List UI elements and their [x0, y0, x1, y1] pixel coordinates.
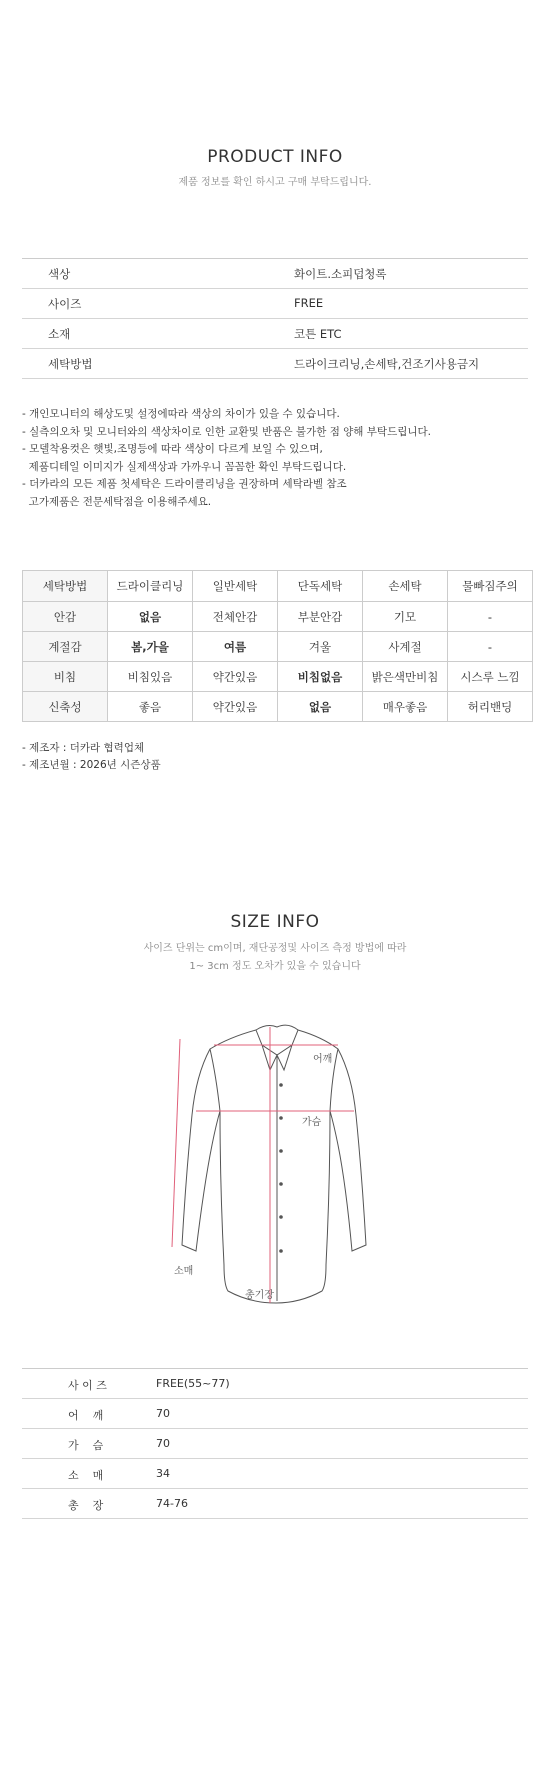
- maker-line: - 제조년월 : 2026년 시즌상품: [22, 759, 161, 771]
- care-grid-cell: 좋음: [108, 692, 193, 722]
- care-grid-cell: 겨울: [278, 632, 363, 662]
- care-grid-cell: 없음: [278, 692, 363, 722]
- notice-line: - 더카라의 모든 제품 첫세탁은 드라이클리닝을 권장하며 세탁라벨 참조: [22, 478, 347, 490]
- care-grid-cell: 봄,가을: [108, 632, 193, 662]
- care-grid-cell: 밝은색만비침: [363, 662, 448, 692]
- care-grid-row: [23, 602, 533, 632]
- product-info-row: [22, 289, 528, 319]
- notice-line: - 개인모니터의 해상도및 설정에따라 색상의 차이가 있을 수 있습니다.: [22, 408, 340, 420]
- care-grid-cell: 비침있음: [108, 662, 193, 692]
- row-value: 코튼 ETC: [294, 327, 342, 341]
- maker-line: - 제조자 : 더카라 협력업체: [22, 742, 145, 754]
- notice-line: - 모델착용컷은 햇빛,조명등에 따라 색상이 다르게 보일 수 있으며,: [22, 443, 323, 455]
- size-label: 소 매: [68, 1469, 104, 1482]
- care-grid-cell: 시스루 느낌: [448, 662, 533, 692]
- row-label: 소재: [48, 327, 71, 341]
- notice-line: - 실측의오차 및 모니터와의 색상차이로 인한 교환및 반품은 불가한 점 양해 부탁드립니다.: [22, 425, 431, 438]
- care-grid-row-header: 비침: [23, 662, 108, 692]
- care-grid-cell: 약간있음: [193, 692, 278, 722]
- care-grid-row-header: 계절감: [23, 632, 108, 662]
- notice-list: [22, 406, 431, 511]
- care-grid-cell: 단독세탁: [278, 571, 363, 602]
- care-grid-cell: 비침없음: [278, 662, 363, 692]
- size-info-subtitle-line: 사이즈 단위는 cm이며, 재단공정및 사이즈 측정 방법에 따라: [143, 943, 407, 954]
- size-value: 34: [156, 1467, 170, 1480]
- size-row: [22, 1459, 528, 1489]
- maker-info: [22, 740, 161, 774]
- care-grid-cell: 전체안감: [193, 602, 278, 632]
- product-info-row: [22, 259, 528, 289]
- size-info-subtitle: [0, 940, 550, 976]
- care-grid-cell: -: [448, 632, 533, 662]
- chest-label: 가슴: [302, 1117, 322, 1128]
- care-grid-cell: 부분안감: [278, 602, 363, 632]
- length-label: 총기장: [245, 1290, 274, 1301]
- size-info-subtitle-line: 1~ 3cm 정도 오차가 있을 수 있습니다: [189, 961, 361, 972]
- care-grid-row: [23, 692, 533, 722]
- row-label: 색상: [48, 267, 71, 281]
- product-info-subtitle: 제품 정보를 확인 하시고 구매 부탁드립니다.: [178, 177, 372, 188]
- care-grid-cell: 허리밴딩: [448, 692, 533, 722]
- shoulder-label: 어깨: [313, 1054, 333, 1065]
- care-grid-row-header: 안감: [23, 602, 108, 632]
- notice-line: 제품디테일 이미지가 실제색상과 가까우니 꼼꼼한 확인 부탁드립니다.: [22, 460, 347, 473]
- size-label: 가 슴: [68, 1439, 104, 1452]
- collar-icon: [256, 1025, 298, 1055]
- size-label: 총 장: [68, 1499, 104, 1512]
- notice-line: 고가제품은 전문세탁점을 이용해주세요.: [22, 495, 212, 508]
- shirt-measure-diagram: [170, 1015, 380, 1325]
- sleeve-measure-line: [172, 1039, 180, 1247]
- care-grid-row: [23, 662, 533, 692]
- care-grid-cell: 없음: [108, 602, 193, 632]
- row-value: 드라이크리닝,손세탁,건조기사용금지: [294, 357, 480, 371]
- care-grid-cell: 사계절: [363, 632, 448, 662]
- care-grid-cell: -: [448, 602, 533, 632]
- care-grid-cell: 매우좋음: [363, 692, 448, 722]
- row-value: FREE: [294, 296, 324, 310]
- care-grid-cell: 손세탁: [363, 571, 448, 602]
- product-info-title: PRODUCT INFO: [207, 147, 343, 167]
- care-grid-row-header: 신축성: [23, 692, 108, 722]
- care-grid-cell: 기모: [363, 602, 448, 632]
- size-row: [22, 1369, 528, 1399]
- care-grid-cell: 여름: [193, 632, 278, 662]
- size-table: [22, 1368, 528, 1519]
- care-grid-cell: 일반세탁: [193, 571, 278, 602]
- care-grid-cell: 물빠짐주의: [448, 571, 533, 602]
- size-label: 사 이 즈: [68, 1379, 107, 1392]
- size-value: 70: [156, 1437, 170, 1450]
- product-info-row: [22, 319, 528, 349]
- product-info-row: [22, 349, 528, 379]
- care-grid: [22, 570, 533, 722]
- size-row: [22, 1429, 528, 1459]
- care-grid-cell: 약간있음: [193, 662, 278, 692]
- care-grid-row: [23, 571, 533, 602]
- care-grid-row-header: 세탁방법: [23, 571, 108, 602]
- size-row: [22, 1399, 528, 1429]
- size-info-title: SIZE INFO: [230, 912, 320, 932]
- care-grid-cell: 드라이클리닝: [108, 571, 193, 602]
- row-label: 사이즈: [48, 297, 82, 311]
- product-info-table: [22, 258, 528, 379]
- size-value: 74-76: [156, 1497, 188, 1510]
- size-value: FREE(55~77): [156, 1377, 230, 1390]
- size-label: 어 깨: [68, 1409, 104, 1422]
- row-label: 세탁방법: [48, 357, 93, 371]
- size-value: 70: [156, 1407, 170, 1420]
- size-row: [22, 1489, 528, 1519]
- row-value: 화이트.소피덥청록: [294, 267, 387, 281]
- sleeve-label: 소매: [174, 1266, 194, 1277]
- care-grid-row: [23, 632, 533, 662]
